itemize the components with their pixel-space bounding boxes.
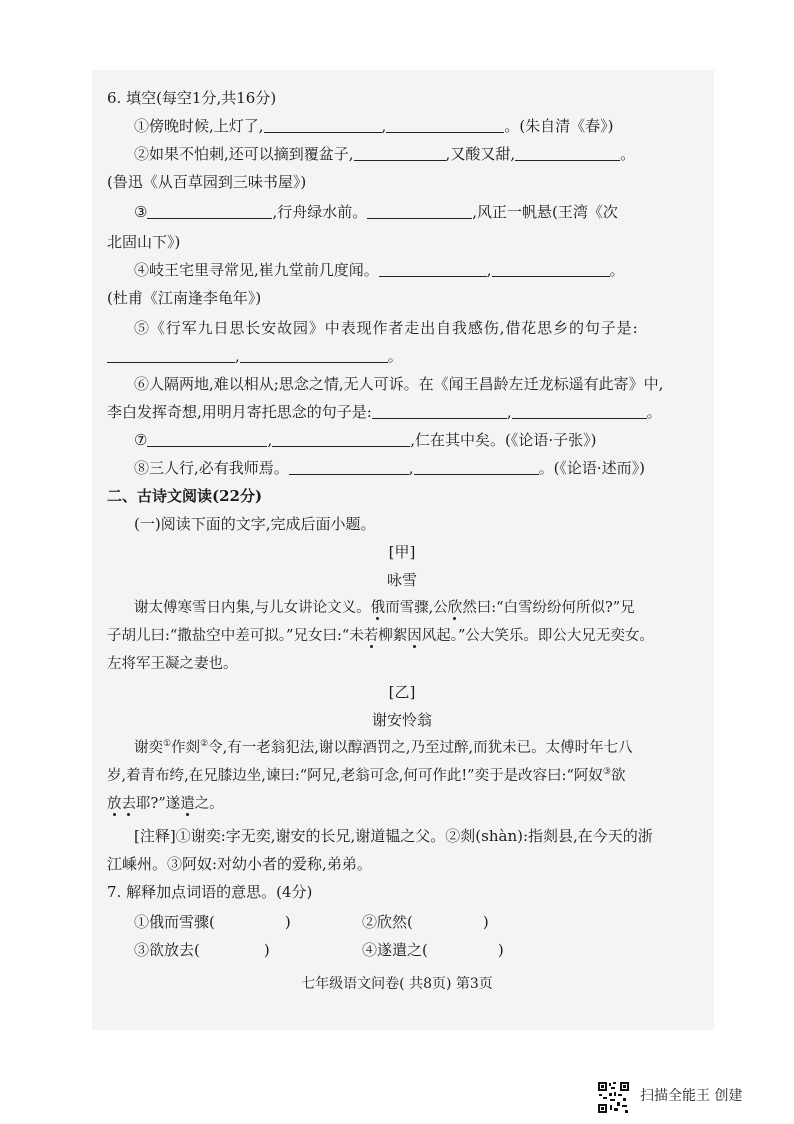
- answer-blank[interactable]: [379, 262, 487, 277]
- passage-yi-line-1: 谢奕①作剡②令,有一老翁犯法,谢以醇酒罚之,乃至过醉,而犹未已。太傅时年七八: [134, 739, 633, 756]
- section-2-title: 二、古诗文阅读(22分): [107, 487, 263, 505]
- answer-blank[interactable]: [367, 204, 472, 219]
- passage-jia-label: [甲]: [388, 543, 416, 561]
- answer-blank[interactable]: [240, 348, 388, 363]
- q6-line-1: ①傍晚时候,上灯了, , 。(朱自清《春》): [134, 117, 614, 135]
- answer-blank[interactable]: [107, 348, 235, 363]
- passage-yi-label: [乙]: [388, 683, 416, 701]
- answer-blank[interactable]: [147, 432, 267, 447]
- notes-line-2: 江嵊州。③阿奴:对幼小者的爱称,弟弟。: [107, 855, 372, 873]
- q6-line-4: ④岐王宅里寻常见,崔九堂前几度闻。 , 。: [134, 261, 625, 279]
- passage-yi-title: 谢安怜翁: [371, 711, 432, 729]
- q6-line-6: ⑥人隔两地,难以相从;思念之情,无人可诉。在《闻王昌龄左迁龙标遥有此寄》中,: [134, 375, 664, 393]
- q6-line-6-answers: 李白发挥奇想,用明月寄托思念的句子是: , 。: [107, 403, 662, 421]
- q6-line-5-answers: , 。: [107, 346, 697, 366]
- passage-jia-line-1: 谢太傅寒雪日内集,与儿女讲论文义。俄而雪骤,公欣然曰:“白雪纷纷何所似?”兄: [134, 600, 635, 616]
- answer-blank[interactable]: [492, 262, 610, 277]
- q7-item-1: ①俄而雪骤( ): [134, 913, 291, 931]
- answer-blank[interactable]: [289, 460, 409, 475]
- q6-line-8: ⑧三人行,必有我师焉。 , 。(《论语·述而》): [134, 459, 646, 477]
- section-2-intro: (一)阅读下面的文字,完成后面小题。: [134, 515, 376, 533]
- q6-line-2: ②如果不怕刺,还可以摘到覆盆子, ,又酸又甜, 。: [134, 145, 636, 163]
- answer-blank[interactable]: [264, 118, 382, 133]
- passage-yi-line-2: 岁,着青布绔,在兄膝边坐,谏曰:“阿兄,老翁可念,何可作此!”奕于是改容曰:“阿奴③欲: [107, 767, 626, 784]
- answer-blank[interactable]: [414, 460, 539, 475]
- q7-item-4: ④遂遣之( ): [362, 941, 504, 959]
- answer-blank[interactable]: [386, 118, 504, 133]
- page-footer: 七年级语文问卷( 共8页) 第3页: [301, 976, 493, 992]
- passage-yi-line-3: 放去耶?”遂遣之。: [107, 796, 224, 812]
- q7-item-2: ②欣然( ): [362, 913, 489, 931]
- q6-line-3: ③ ,行舟绿水前。 ,风正一帆悬(王湾《次: [134, 203, 618, 221]
- answer-blank[interactable]: [515, 146, 620, 161]
- answer-blank[interactable]: [512, 404, 647, 419]
- qr-code-icon: [597, 1081, 630, 1114]
- question-7-title: 7. 解释加点词语的意思。(4分): [107, 883, 313, 901]
- scanner-watermark: 扫描全能王 创建: [640, 1088, 743, 1104]
- q6-line-5: ⑤《行军九日思长安故园》中表现作者走出自我感伤,借花思乡的句子是:: [134, 319, 639, 337]
- passage-jia-line-3: 左将军王凝之妻也。: [107, 656, 238, 672]
- q6-line-2-source: (鲁迅《从百草园到三味书屋》): [107, 173, 307, 191]
- answer-blank[interactable]: [147, 204, 272, 219]
- answer-blank[interactable]: [354, 146, 446, 161]
- q6-line-4-source: (杜甫《江南逢李龟年》): [107, 289, 262, 307]
- q6-line-7: ⑦ , ,仁在其中矣。(《论语·子张》): [134, 431, 597, 449]
- question-6-title: 6. 填空(每空1分,共16分): [107, 89, 277, 107]
- passage-jia-line-2: 子胡儿曰:“撒盐空中差可拟。”兄女曰:“未若柳絮因风起。”公大笑乐。即公大兄无奕女。: [107, 628, 654, 644]
- answer-blank[interactable]: [372, 404, 507, 419]
- notes-line-1: [注释]①谢奕:字无奕,谢安的长兄,谢道韫之父。②剡(shàn):指剡县,在今天的浙: [134, 827, 653, 845]
- passage-jia-title: 咏雪: [386, 571, 417, 589]
- q7-item-3: ③欲放去( ): [134, 941, 270, 959]
- answer-blank[interactable]: [272, 432, 410, 447]
- q6-line-3-cont: 北固山下》): [107, 233, 181, 251]
